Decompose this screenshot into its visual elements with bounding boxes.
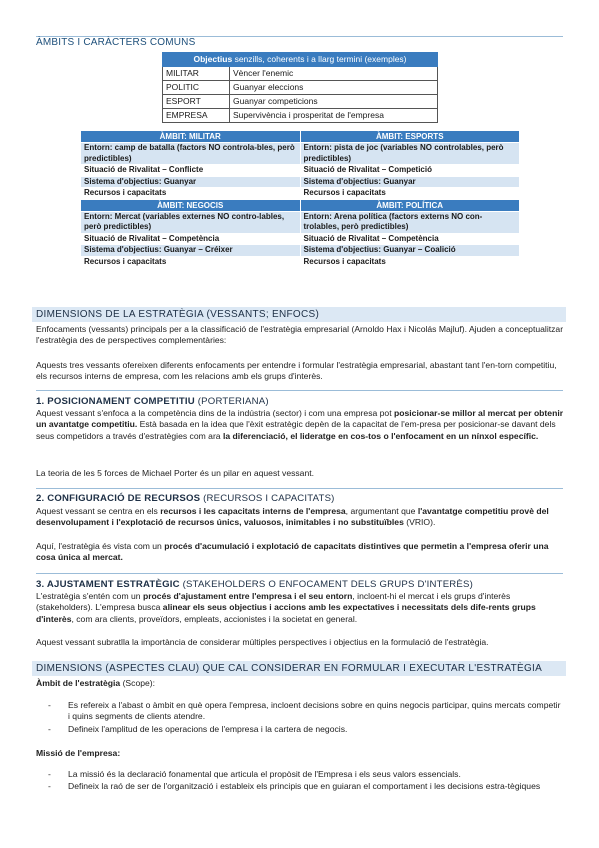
- subsection-title-posicionament: [36, 396, 269, 407]
- list-item: - La missió és la declaració fonamental que articula el propòsit de l'Empresa i els seus valors essencials.: [36, 769, 564, 780]
- section-title-ambits: ÀMBITS I CARÀCTERS COMUNS: [36, 37, 196, 48]
- subsection-title-ajustament: [36, 579, 473, 590]
- paragraph-perspectives: Aquest vessant subratlla la importància de considerar múltiples perspectives i objectius en la formulació de l'estratègia.: [36, 637, 489, 647]
- list-item: - Es refereix a l'abast o àmbit en què opera l'empresa, incloent decisions sobre en quins negocis participar, quins mercats competir i quins segments de clients atendre.: [36, 700, 564, 723]
- subsection-title-bold: 2. CONFIGURACIÓ DE RECURSOS: [36, 493, 201, 504]
- table-cell: MILITAR: [163, 67, 230, 81]
- table-cell: Entorn: Mercat (variables externes NO contro-lables, però predictibles): [81, 211, 301, 233]
- text-run-bold: procés d'acumulació i explotació de capacitats distintives que permetin a l'empresa oferir una cosa única al mercat.: [36, 541, 549, 563]
- table-cell: Situació de Rivalitat – Competència: [81, 233, 301, 245]
- table-cell: Vèncer l'enemic: [230, 67, 438, 81]
- section-band-aspectes: [32, 661, 566, 676]
- list-item: - Defineix la raó de ser de l'organització i estableix els principis que en guiaran el comportament i les decisions estra-tègiques: [36, 781, 564, 792]
- table-cell: Sistema d'objectius: Guanyar – Coalició: [300, 245, 520, 257]
- text-run: Aquest vessant s'enfoca a la competència dins de la indústria (sector) i com una empresa pot: [36, 408, 394, 418]
- table-row: [81, 188, 520, 200]
- intro-paragraph-2: Aquests tres vessants ofereixen diferents enfocaments per entendre i formular l'estratègia empresarial, abastant tant l'en-torn competitiu, els recursos interns de empresa, com les relacions amb els grups d'interès.: [36, 360, 557, 382]
- table-cell: ESPORT: [163, 95, 230, 109]
- section-title-aspectes: DIMENSIONS (ASPECTES CLAU) QUE CAL CONSIDERAR EN FORMULAR I EXECUTAR L'ESTRATÈGIA: [36, 663, 543, 674]
- paragraph-capacitats: [36, 541, 564, 564]
- text-run-bold: l'avantatge competitiu provè del desenvolupament i l'explotació de recursos únics, valuosos, inimitables i no substituïbles: [36, 506, 549, 528]
- table-cell: Recursos i capacitats: [81, 188, 301, 200]
- subsection-title-bold: 1. POSICIONAMENT COMPETITIU: [36, 396, 195, 407]
- scope-list-container: [36, 700, 564, 736]
- table-row: [81, 143, 520, 165]
- subsection-title-configuracio: [36, 493, 335, 504]
- intro-paragraph: Enfocaments (vessants) principals per a la classificació de l'estratègia empresarial (Arnoldo Hax i Nicolás Majluf). Ajuden a conceptualitzar l'estratègia des de perspectives complementàries:: [36, 324, 564, 346]
- section-title-dimensions: DIMENSIONS DE LA ESTRATÈGIA (VESSANTS; ENFOCS): [36, 309, 320, 320]
- list-item: - Defineix l'amplitud de les operacions de l'empresa i la cartera de negocis.: [36, 724, 564, 735]
- objectives-table-header: [163, 53, 438, 67]
- table-row: [81, 233, 520, 245]
- paragraph-posicionament: [36, 408, 564, 442]
- text-run: L'estratègia s'entén com un: [36, 591, 143, 601]
- text-run: Aquest vessant se centra en els: [36, 506, 161, 516]
- table-row: [81, 165, 520, 177]
- table-row: [163, 81, 438, 95]
- table-cell: Situació de Rivalitat – Conflicte: [81, 165, 301, 177]
- subsection-title-bold: 3. AJUSTAMENT ESTRATÈGIC: [36, 579, 180, 590]
- table-row: [163, 67, 438, 81]
- ambit-header-politica: ÀMBIT: POLÍTICA: [300, 199, 520, 211]
- table-cell: Supervivència i prosperitat de l'empresa: [230, 109, 438, 123]
- subsection-title-rest: (STAKEHOLDERS O ENFOCAMENT DELS GRUPS D'INTERÈS): [179, 579, 474, 590]
- objectives-header-rest: senzills, coherents i a llarg termini (exemples): [232, 54, 407, 64]
- paragraph-porter: La teoria de les 5 forces de Michael Porter és un pilar en aquest vessant.: [36, 468, 315, 478]
- table-cell: POLITIC: [163, 81, 230, 95]
- subsection-title-rest: (PORTERIANA): [194, 396, 269, 407]
- table-cell: Entorn: pista de joc (variables NO controlables, però predictibles): [300, 143, 520, 165]
- text-run: , com ara clients, proveïdors, empleats, accionistes i la societat en general.: [71, 613, 358, 624]
- table-cell: Entorn: camp de batalla (factors NO controla-bles, però predictibles): [81, 143, 301, 165]
- subsection-rule: [36, 488, 563, 489]
- text-run: Aquí, l'estratègia és vista com un: [36, 541, 165, 551]
- table-cell: Recursos i capacitats: [81, 256, 301, 268]
- text-run: (Scope):: [120, 678, 156, 688]
- objectives-header-bold: Objectius: [193, 54, 233, 64]
- table-row: [81, 211, 520, 233]
- table-cell: Guanyar competicions: [230, 95, 438, 109]
- table-cell: Sistema d'objectius: Guanyar – Créixer: [81, 245, 301, 257]
- ambit-header-negocis: ÀMBIT: NEGOCIS: [81, 199, 301, 211]
- table-cell: Recursos i capacitats: [300, 188, 520, 200]
- table-cell: Guanyar eleccions: [230, 81, 438, 95]
- table-cell: Entorn: Arena política (factors externs NO con-trolables, però predictibles): [300, 211, 520, 233]
- section-band-dimensions: [32, 307, 566, 322]
- text-run-bold: posicionar-se millor al mercat per obtenir un avantatge competitiu.: [36, 408, 564, 430]
- text-run: (VRIO).: [403, 517, 436, 528]
- text-run-bold: procés d'ajustament entre l'empresa i el seu entorn: [142, 591, 353, 601]
- objectives-table: [162, 52, 438, 123]
- table-row: [163, 109, 438, 123]
- subsection-rule: [36, 390, 563, 391]
- subsection-title-rest: (RECURSOS I CAPACITATS): [200, 493, 335, 504]
- subsection-rule: [36, 573, 563, 574]
- paragraph-configuracio: [36, 506, 564, 529]
- table-row: [163, 95, 438, 109]
- table-row: [81, 256, 520, 268]
- table-cell: EMPRESA: [163, 109, 230, 123]
- paragraph-ajustament: [36, 591, 564, 625]
- scope-list: [36, 700, 564, 735]
- scope-heading: [36, 678, 564, 689]
- table-row: [81, 176, 520, 188]
- mission-list: [36, 769, 564, 793]
- ambits-table: [80, 130, 520, 268]
- text-run: Està basada en la idea que l'èxit estratègic depèn de la capacitat de l'em-presa per posicionar-se davant dels seus competidors a través d'estratègies com ara: [36, 419, 556, 441]
- text-run-bold: Missió de l'empresa:: [36, 748, 121, 758]
- table-cell: Sistema d'objectius: Guanyar: [300, 176, 520, 188]
- text-run: , incloent-hi el mercat i els grups d'interès (stakeholders). L'empresa busca: [36, 591, 511, 613]
- text-run-bold: Àmbit de l'estratègia: [36, 678, 121, 688]
- mission-heading: [36, 748, 564, 759]
- table-cell: Recursos i capacitats: [300, 256, 520, 268]
- text-run-bold: recursos i les capacitats interns de l'empresa: [160, 506, 346, 516]
- table-row: [81, 245, 520, 257]
- table-cell: Sistema d'objectius: Guanyar: [81, 176, 301, 188]
- mission-list-container: [36, 769, 564, 794]
- text-run: , argumentant que: [345, 506, 418, 516]
- text-run-bold: alinear els seus objectius i accions amb les expectatives i necessitats dels dife-rents grups d'interès: [36, 602, 536, 624]
- text-run-bold: la diferenciació, el lideratge en cos-tos o l'enfocament en un nínxol específic.: [222, 430, 539, 441]
- ambit-header-militar: ÀMBIT: MILITAR: [81, 131, 301, 143]
- table-cell: Situació de Rivalitat – Competició: [300, 165, 520, 177]
- ambit-header-esports: ÀMBIT: ESPORTS: [300, 131, 520, 143]
- table-cell: Situació de Rivalitat – Competència: [300, 233, 520, 245]
